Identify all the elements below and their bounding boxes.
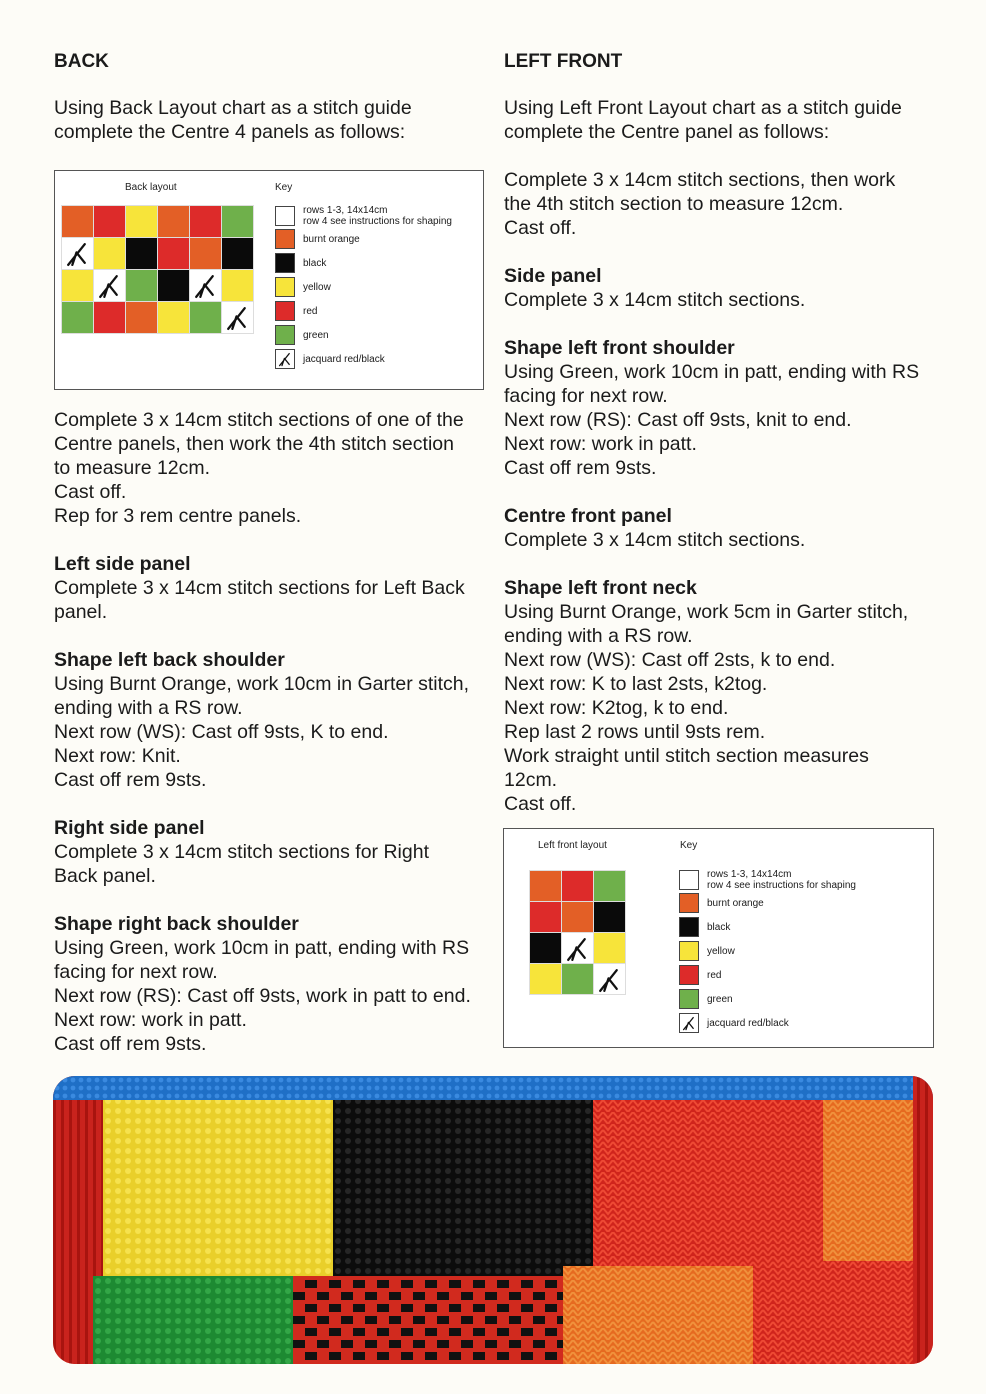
chart-cell-black	[594, 902, 625, 932]
key-label: green	[303, 329, 329, 341]
key-label: black	[707, 921, 731, 933]
jacquard-icon	[562, 933, 593, 964]
left-side-panel-section: Left side panel Complete 3 x 14cm stitch sections for Left Back panel.	[54, 552, 484, 624]
key-item-green	[275, 325, 329, 345]
key-item-black	[679, 917, 730, 937]
jacquard-icon	[94, 270, 125, 301]
key-swatch-red	[679, 965, 699, 985]
left-front-shoulder-title: Shape left front shoulder	[504, 337, 735, 359]
back-heading: BACK	[54, 51, 109, 72]
chart-cell-yellow	[594, 933, 625, 963]
key-swatch-black	[679, 917, 699, 937]
chart-cell-jacquard	[190, 270, 221, 301]
left-front-column	[504, 50, 934, 816]
jacquard-icon	[680, 1014, 698, 1032]
left-front-neck-title: Shape left front neck	[504, 577, 697, 599]
right-back-shoulder-title: Shape right back shoulder	[54, 913, 299, 935]
back-body	[54, 408, 484, 1056]
left-front-shoulder-section: Shape left front shoulder Using Green, work 10cm in patt, ending with RS facing for next row. Next row (RS): Cast off 9sts, knit to end. Next row: work in patt. Cast off rem 9sts.	[504, 336, 934, 480]
key-swatch-black	[275, 253, 295, 273]
back-layout-grid	[61, 205, 254, 334]
key-item-white	[275, 205, 452, 227]
left-front-neck-section: Shape left front neck Using Burnt Orange, work 5cm in Garter stitch, ending with a RS row. Next row (WS): Cast off 2sts, k to end. Next row: K to last 2sts, k2tog. Next row: K2tog, k to end. Rep last 2 rows until 9sts rem. Work straight until stitch section measures 12cm. Cast off.	[504, 576, 934, 816]
key-item-red	[275, 301, 317, 321]
left-front-layout-chart	[503, 828, 934, 1048]
key-swatch-yellow	[679, 941, 699, 961]
chart-cell-burnt-orange	[190, 238, 221, 269]
chart-cell-jacquard	[62, 238, 93, 269]
chart-cell-green	[190, 302, 221, 333]
key-swatch-burnt-orange	[275, 229, 295, 249]
chart-cell-green	[562, 964, 593, 994]
jacquard-icon	[222, 302, 253, 333]
key-label: black	[303, 257, 327, 269]
left-front-centre-text: Complete 3 x 14cm stitch sections, then work the 4th stitch section to measure 12cm. Cast off.	[504, 169, 896, 239]
chart-cell-green	[62, 302, 93, 333]
key-item-black	[275, 253, 326, 273]
centre-front-panel-section: Centre front panel Complete 3 x 14cm stitch sections.	[504, 504, 934, 552]
key-swatch-jacquard	[275, 349, 295, 369]
side-panel-title: Side panel	[504, 265, 602, 287]
back-centre-text: Complete 3 x 14cm stitch sections of one of the Centre panels, then work the 4th stitch section to measure 12cm. Cast off. Rep for 3 rem centre panels.	[54, 409, 464, 527]
key-swatch-burnt-orange	[679, 893, 699, 913]
chart-cell-red	[530, 902, 561, 932]
key-label: rows 1-3, 14x14cm row 4 see instructions for shaping	[303, 205, 452, 227]
key-label: jacquard red/black	[707, 1017, 789, 1029]
jacquard-icon	[190, 270, 221, 301]
knitted-swatch-image	[53, 1076, 933, 1364]
left-front-heading: LEFT FRONT	[504, 51, 623, 72]
chart-cell-red	[94, 302, 125, 333]
chart-cell-jacquard	[594, 964, 625, 994]
left-back-shoulder-title: Shape left back shoulder	[54, 649, 285, 671]
jacquard-icon	[62, 238, 93, 269]
left-front-layout-grid	[529, 870, 626, 995]
left-side-panel-title: Left side panel	[54, 553, 191, 575]
chart-cell-red	[94, 206, 125, 237]
chart-cell-black	[222, 238, 253, 269]
key-item-green	[679, 989, 733, 1009]
back-key-title: Key	[275, 182, 293, 193]
key-label: yellow	[303, 281, 331, 293]
chart-cell-black	[158, 270, 189, 301]
key-item-burnt-orange	[275, 229, 360, 249]
key-label: yellow	[707, 945, 735, 957]
chart-cell-yellow	[94, 238, 125, 269]
right-side-panel-title: Right side panel	[54, 817, 205, 839]
key-label: burnt orange	[707, 897, 764, 909]
key-swatch-white	[275, 206, 295, 226]
key-swatch-green	[679, 989, 699, 1009]
key-item-white	[679, 869, 856, 891]
key-label: red	[303, 305, 318, 317]
key-swatch-white	[679, 870, 699, 890]
chart-cell-yellow	[126, 206, 157, 237]
chart-cell-black	[530, 933, 561, 963]
chart-cell-burnt-orange	[158, 206, 189, 237]
chart-cell-yellow	[158, 302, 189, 333]
right-back-shoulder-section: Shape right back shoulder Using Green, work 10cm in patt, ending with RS facing for next row. Next row (RS): Cast off 9sts, work in patt to end. Next row: work in patt. Cast off rem 9sts.	[54, 912, 484, 1056]
chart-cell-burnt-orange	[530, 871, 561, 901]
left-front-intro: Using Left Front Layout chart as a stitch guide complete the Centre panel as follows:	[504, 97, 902, 143]
chart-cell-jacquard	[562, 933, 593, 963]
key-label: green	[707, 993, 733, 1005]
chart-cell-jacquard	[222, 302, 253, 333]
chart-cell-red	[190, 206, 221, 237]
back-column	[54, 50, 484, 144]
back-layout-title: Back layout	[125, 182, 177, 193]
chart-cell-burnt-orange	[562, 902, 593, 932]
chart-cell-black	[126, 238, 157, 269]
jacquard-icon	[594, 964, 625, 995]
key-item-yellow	[275, 277, 331, 297]
key-item-red	[679, 965, 721, 985]
key-label: rows 1-3, 14x14cm row 4 see instructions for shaping	[707, 869, 856, 891]
key-swatch-red	[275, 301, 295, 321]
key-item-yellow	[679, 941, 735, 961]
chart-cell-green	[222, 206, 253, 237]
knitted-swatch-photo	[53, 1076, 933, 1364]
chart-cell-burnt-orange	[126, 302, 157, 333]
key-swatch-green	[275, 325, 295, 345]
chart-cell-red	[158, 238, 189, 269]
chart-cell-jacquard	[94, 270, 125, 301]
jacquard-icon	[276, 350, 294, 368]
chart-cell-yellow	[530, 964, 561, 994]
left-front-layout-title: Left front layout	[538, 840, 607, 851]
key-label: red	[707, 969, 722, 981]
key-item-jacquard	[679, 1013, 789, 1033]
key-swatch-jacquard	[679, 1013, 699, 1033]
chart-cell-burnt-orange	[62, 206, 93, 237]
side-panel-section: Side panel Complete 3 x 14cm stitch sections.	[504, 264, 934, 312]
key-label: jacquard red/black	[303, 353, 385, 365]
right-side-panel-section: Right side panel Complete 3 x 14cm stitch sections for Right Back panel.	[54, 816, 484, 888]
back-intro: Using Back Layout chart as a stitch guide complete the Centre 4 panels as follows:	[54, 97, 412, 143]
key-item-burnt-orange	[679, 893, 764, 913]
key-label: burnt orange	[303, 233, 360, 245]
key-swatch-yellow	[275, 277, 295, 297]
back-layout-chart	[54, 170, 484, 390]
chart-cell-green	[594, 871, 625, 901]
chart-cell-yellow	[222, 270, 253, 301]
left-back-shoulder-section: Shape left back shoulder Using Burnt Orange, work 10cm in Garter stitch, ending with a RS row. Next row (WS): Cast off 9sts, K to end. Next row: Knit. Cast off rem 9sts.	[54, 648, 484, 792]
chart-cell-green	[126, 270, 157, 301]
key-item-jacquard	[275, 349, 385, 369]
centre-front-panel-title: Centre front panel	[504, 505, 672, 527]
chart-cell-yellow	[62, 270, 93, 301]
chart-cell-red	[562, 871, 593, 901]
left-front-key-title: Key	[680, 840, 698, 851]
